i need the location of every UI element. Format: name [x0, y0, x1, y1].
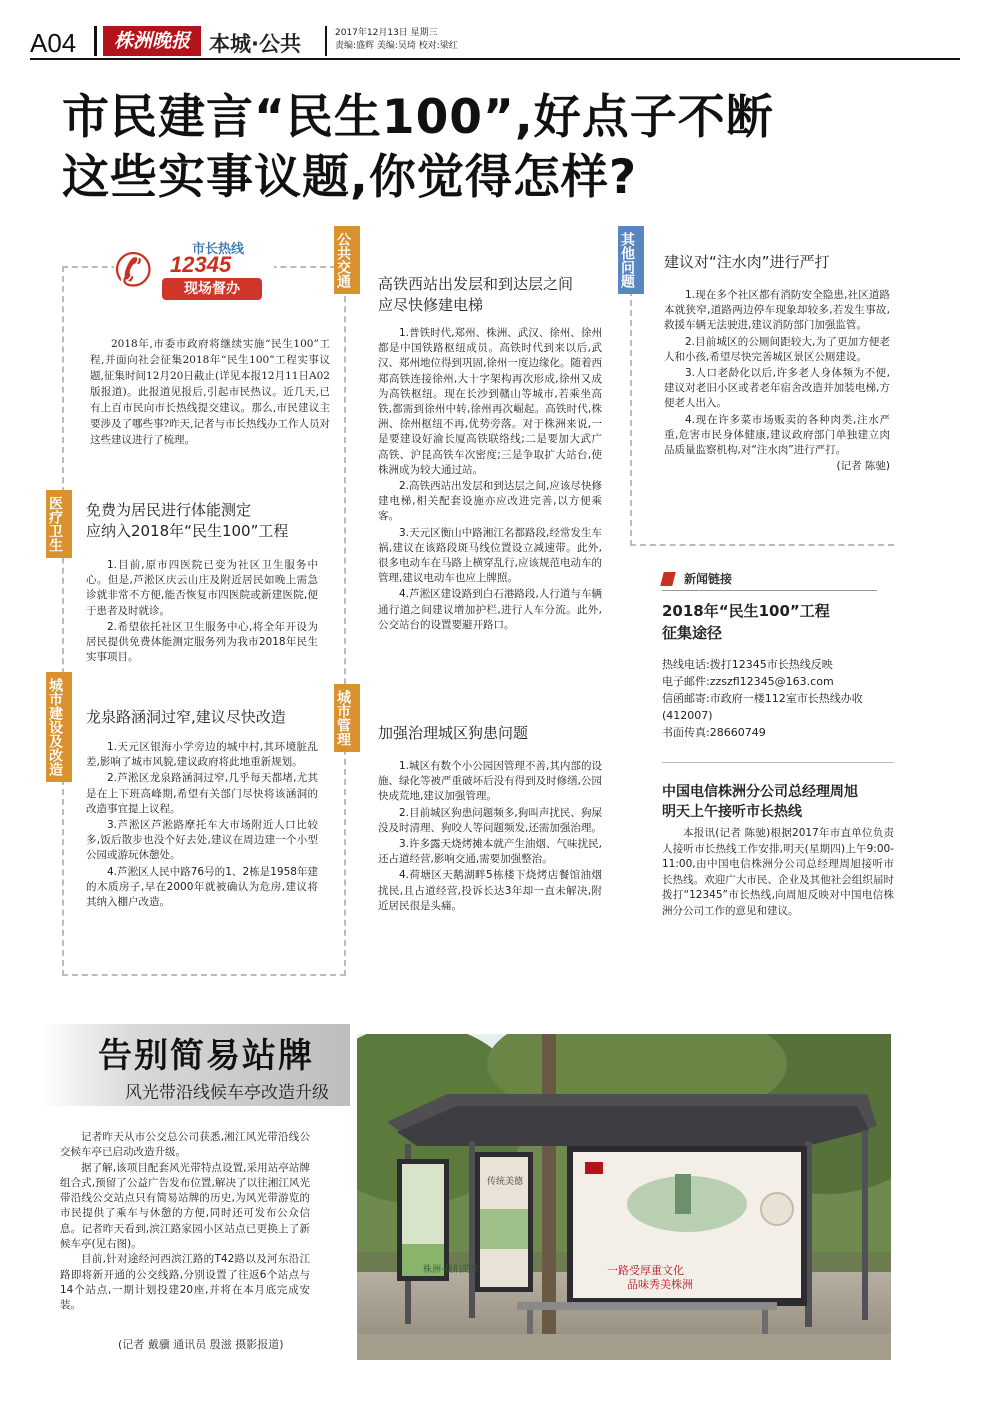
management-item-4: 4.荷塘区天鹅湖畔5栋楼下烧烤店餐馆油烟扰民,且占道经营,投诉长达3年却一直未解决,附近居民很是头痛。 — [378, 869, 602, 912]
tag-management-label: 城市管理 — [335, 690, 351, 746]
newspaper-masthead: 株洲晚报 — [103, 26, 201, 56]
poster-mid-text: 传统美德 — [487, 1177, 524, 1187]
urban-item-3: 3.芦淞区芦淞路摩托车大市场附近人口比较多,饭后散步也没个好去处,建议在周边建一个小型公园或游玩休憩处。 — [86, 819, 318, 862]
contact-hotline: 热线电话:拨打12345市长热线反映 — [662, 658, 833, 671]
feature-byline: (记者 戴骥 通讯员 殷滋 摄影报道) — [118, 1338, 284, 1351]
feature-paragraph-3: 目前,针对途经河西滨江路的T42路以及河东沿江路即将新开通的公交线路,分别设置了往返6个站点与14个站点,一期计划投建20座,并将在本月底完成安装。 — [60, 1253, 310, 1312]
header-divider — [94, 26, 97, 56]
other-item-1: 1.现在多个社区都有消防安全隐患,社区道路本就狭窄,道路两边停车现象却较多,若发生事故,救援车辆无法驶进,建议消防部门加强监管。 — [664, 289, 890, 332]
medical-item-2: 2.希望依托社区卫生服务中心,将全年开设为居民提供免费体能测定服务列为我市2018年民生实事项目。 — [86, 620, 318, 664]
collection-title-line-2: 征集途径 — [662, 624, 723, 642]
tag-urban-label: 城市建设及改造 — [47, 678, 63, 776]
medical-body — [86, 558, 318, 666]
bus-shelter-photo — [357, 1034, 891, 1360]
urban-item-4: 4.芦淞区人民中路76号的1、2栋是1958年建的木质房子,早在2000年就被确认为危房,建议将其纳入棚户改造。 — [86, 865, 318, 909]
urban-item-1: 1.天元区银海小学旁边的城中村,其环境脏乱差,影响了城市风貌,建议政府将此地重新规划。 — [86, 741, 318, 769]
contact-mail: 信函邮寄:市政府一楼112室市长热线办收 — [662, 692, 863, 705]
page-number: A04 — [30, 28, 77, 58]
management-item-3: 3.许多露天烧烤摊本就产生油烟、气味扰民,还占道经营,影响交通,需要加强整治。 — [378, 838, 602, 866]
contact-fax: 书面传真:28660749 — [662, 726, 766, 739]
transport-item-3: 3.天元区衡山中路湘江名都路段,经常发生车祸,建议在该路段斑马线位置设立减速带。此外,很多电动车在马路上横穿乱行,应该规范电动车的管理,建议电动车也应上牌照。 — [378, 526, 602, 585]
other-item-3: 3.人口老龄化以后,许多老人身体频为不便,建议对老旧小区或者老年宿舍改造并加装电梯,方便老人出入。 — [664, 367, 890, 410]
tag-other-label: 其他问题 — [619, 232, 635, 288]
headline-line-2: 这些实事议题,你觉得怎样? — [62, 150, 638, 205]
telecom-title-line-2: 明天上午接听市长热线 — [662, 804, 802, 820]
issue-date: 2017年12月13日 星期三 — [335, 28, 438, 38]
headline-line-1: 市民建言“民生100”,好点子不断 — [62, 90, 774, 145]
header-rule — [30, 58, 960, 60]
editor-credits: 责编:盛辉 美编:吴琦 校对:梁红 — [335, 41, 458, 51]
transport-item-2: 2.高铁西站出发层和到达层之间,应该尽快修建电梯,相关配套设施亦应改进完善,以方便乘客。 — [378, 480, 602, 523]
hotline-small-label: 市长热线 — [192, 242, 245, 257]
transport-title — [378, 274, 618, 316]
feature-paragraph-2: 据了解,该项目配套风光带特点设置,采用站亭站牌组合式,预留了公益广告发布位置,解决了以往湘江风光带沿线公交站点只有简易站牌的历史,为风光带游览的市民提供了乘车与休憩的方便,同时还可发布公众信息。记者昨天看到,滨江路家园小区站点已更换上了新候车亭(见右图)。 — [60, 1161, 310, 1251]
urban-item-2: 2.芦淞区龙泉路涵洞过窄,几乎每天都堵,尤其是在上下班高峰期,希望有关部门尽快将该涵洞的改造事宜提上议程。 — [86, 772, 318, 815]
telecom-news-body — [662, 826, 894, 919]
medical-item-1: 1.目前,原市四医院已变为社区卫生服务中心。但是,芦淞区庆云山庄及附近居民如晚上需急诊就非常不方便,能否恢复市四医院或新建医院,便于患者及时就诊。 — [86, 559, 318, 617]
tag-medical — [46, 490, 72, 558]
intro-text: 2018年,市委市政府将继续实施“民生100”工程,并面向社会征集2018年“民生100”工程实事议题,征集时间12月20日截止(详见本报12月11日A02版报道)。此报道见报后,引起市民热议。近几天,已有上百市民向市长热线提交建议。那么,市民建议主要涉及了哪些事?昨天,记者与市长热线办工作人员对这些建议进行了梳理。 — [90, 338, 330, 446]
feature-body — [60, 1130, 310, 1314]
other-byline: (记者 陈驰) — [836, 460, 890, 473]
intro-paragraph — [90, 336, 330, 448]
contact-email: 电子邮件:zzszfl12345@163.com — [662, 675, 834, 688]
news-link-icon — [660, 572, 675, 586]
news-link-label: 新闻链接 — [684, 572, 733, 586]
tag-other — [618, 226, 644, 294]
other-body — [664, 288, 890, 474]
transport-body — [378, 326, 602, 634]
medical-title-line-2: 应纳入2018年“民生100”工程 — [86, 522, 289, 540]
header-divider-2 — [325, 26, 327, 56]
medical-title — [86, 500, 336, 542]
transport-item-4: 4.芦淞区建设路到白石港路段,人行道与车辆通行道之间建议增加护栏,进行人车分流。此外,公交站台的设置要避开路口。 — [378, 588, 602, 631]
feature-subtitle: 风光带沿线候车亭改造升级 — [125, 1083, 329, 1103]
collection-title-line-1: 2018年“民生100”工程 — [662, 602, 830, 620]
contact-postcode: (412007) — [662, 709, 713, 722]
tag-transport-label: 公共交通 — [335, 232, 351, 288]
hotline-number: 12345 — [170, 252, 232, 277]
tag-medical-label: 医疗卫生 — [47, 496, 63, 552]
poster-right-text-1: 一路受厚重文化 — [607, 1264, 684, 1277]
tag-management — [334, 684, 360, 752]
sidebar-divider — [662, 762, 894, 763]
tag-transport — [334, 226, 360, 294]
management-title: 加强治理城区狗患问题 — [378, 724, 529, 742]
telecom-title-line-1: 中国电信株洲分公司总经理周旭 — [662, 784, 858, 800]
feature-title-band — [40, 1024, 350, 1106]
other-item-2: 2.目前城区的公厕间距较大,为了更加方便老人和小孩,希望尽快完善城区景区公厕建设。 — [664, 335, 890, 363]
management-body — [378, 759, 602, 915]
tag-urban — [46, 672, 72, 782]
management-item-2: 2.目前城区狗患问题频多,狗叫声扰民、狗屎没及时清理、狗咬人等问题频发,还需加强治理。 — [378, 806, 602, 834]
feature-paragraph-1: 记者昨天从市公交总公司获悉,湘江风光带沿线公交候车亭已启动改造升级。 — [60, 1131, 310, 1159]
phone-icon: ✆ — [114, 243, 153, 297]
transport-item-1: 1.普铁时代,郑州、株洲、武汉、徐州、徐州都是中国铁路枢纽成员。高铁时代到来以后,武汉、郑州地位得到巩固,徐州一度边缘化。随着西郑高铁连接徐州,大十字架构再次形成,徐州又成为高铁枢纽。现在长沙到赣山等城市,若乘坐高铁,都需到徐州中转,徐州再次崛起。高铁时代,株洲、徐州枢纽不再,优势旁落。对于株洲来说,一是要建设好渝长厦高铁联络线;二是要加大武广高铁、沪昆高铁车次密度;三是争取扩大站台,使株洲成为较大通过站。 — [378, 327, 602, 476]
transport-title-line-1: 高铁西站出发层和到达层之间 — [378, 275, 574, 293]
poster-right-text-2: 品味秀美株洲 — [627, 1278, 693, 1291]
transport-title-line-2: 应尽快修建电梯 — [378, 296, 484, 314]
other-title: 建议对“注水肉”进行严打 — [664, 253, 830, 271]
management-item-1: 1.城区有数个小公园因管理不善,其内部的设施、绿化等被严重破坏后没有得到及时修缮,公园快成荒地,建议加强管理。 — [378, 760, 602, 803]
telecom-news-title — [662, 782, 858, 822]
hotline-pill: 现场督办 — [162, 278, 262, 300]
news-link-rule — [662, 590, 877, 591]
hotline-logo — [114, 238, 274, 302]
urban-title: 龙泉路涵洞过窄,建议尽快改造 — [86, 708, 286, 726]
main-headline — [62, 88, 774, 208]
other-item-4: 4.现在许多菜市场贩卖的各种肉类,注水严重,危害市民身体健康,建议政府部门单独建立肉品质量监察机构,对“注水肉”进行严打。 — [664, 413, 890, 457]
section-name: 本城·公共 — [209, 32, 301, 56]
urban-body — [86, 740, 318, 911]
collection-title — [662, 600, 830, 644]
contact-list — [662, 656, 894, 741]
bus-shelter-illustration — [357, 1034, 891, 1360]
medical-title-line-1: 免费为居民进行体能测定 — [86, 501, 252, 519]
poster-left-text: 株洲·我们的家 — [423, 1265, 480, 1275]
feature-title: 告别简易站牌 — [98, 1036, 314, 1076]
telecom-news-text: 本报讯(记者 陈驰)根据2017年市直单位负责人接听市长热线工作安排,明天(星期四)上午9:00-11:00,由中国电信株洲分公司总经理周旭接听市长热线。欢迎广大市民、企业及其他社会组织届时拨打“12345”市长热线,向周旭反映对中国电信株洲分公司工作的意见和建议。 — [662, 827, 894, 917]
